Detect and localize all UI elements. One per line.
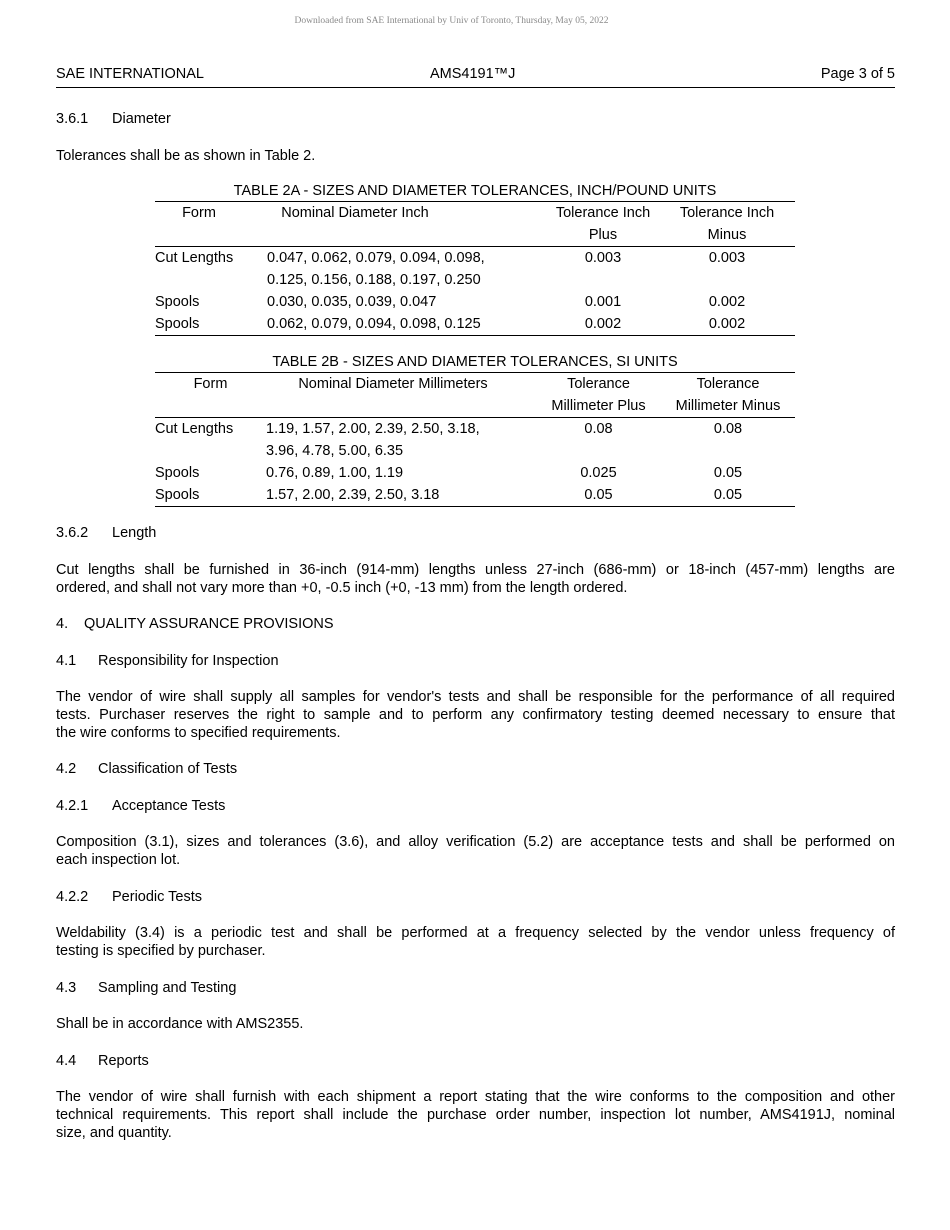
table-cell: 0.05 (713, 465, 743, 481)
table-cell: 0.002 (547, 313, 659, 336)
paragraph-line: the wire conforms to specified requirements. (56, 725, 341, 741)
section-number: 4.2.2 (56, 889, 89, 905)
section-heading-4-1 (56, 652, 279, 670)
table-header-row (155, 202, 795, 225)
header-organization: SAE INTERNATIONAL (56, 66, 204, 82)
section-number: 4.2.1 (56, 798, 89, 814)
section-title: Acceptance Tests (112, 798, 226, 814)
table-cell: 0.002 (659, 313, 795, 336)
paragraph-line: Composition (3.1), sizes and tolerances (3.6), and alloy verification (5.2) are acceptance tests and shall be performed on (56, 834, 895, 850)
header-cell (155, 224, 267, 247)
table-header-row (155, 373, 795, 396)
table-row (155, 418, 795, 441)
table-cell: Cut Lengths (155, 421, 234, 437)
section-title: Responsibility for Inspection (98, 653, 279, 669)
header-cell: Tolerance (536, 373, 661, 396)
header-cell: Plus (547, 224, 659, 247)
table-cell: 0.125, 0.156, 0.188, 0.197, 0.250 (267, 272, 481, 288)
table-cell: 0.003 (708, 250, 746, 266)
header-cell (266, 395, 536, 418)
section-heading-4-2-2 (56, 888, 202, 906)
table-cell: 0.08 (584, 421, 613, 437)
table-cell (536, 440, 661, 462)
section-number: 4. (56, 616, 69, 632)
section-number: 4.2 (56, 761, 77, 777)
header-cell: Minus (659, 224, 795, 247)
table-cell: 0.08 (713, 421, 743, 437)
header-cell: Millimeter Minus (661, 395, 795, 418)
table-cell: Spools (155, 484, 266, 507)
header-cell: Tolerance Inch (547, 202, 659, 225)
table-cell: 0.003 (584, 250, 622, 266)
paragraph-4-3 (56, 1015, 895, 1033)
table-cell: 3.96, 4.78, 5.00, 6.35 (266, 443, 404, 459)
paragraph-length (56, 561, 895, 597)
table-cell: Spools (155, 313, 267, 336)
table-cell: 0.76, 0.89, 1.00, 1.19 (266, 465, 404, 481)
paragraph-line: technical requirements. This report shall include the purchase order number, inspection lot number, AMS4191J, nominal (56, 1107, 895, 1123)
table-row (155, 291, 795, 313)
section-heading-3-6-1 (56, 110, 171, 128)
paragraph-4-1 (56, 688, 895, 742)
header-cell: Tolerance Inch (659, 202, 795, 225)
paragraph-line: Tolerances shall be as shown in Table 2. (56, 148, 316, 164)
table-cell: 0.002 (708, 294, 746, 310)
table-cell: 0.05 (661, 484, 795, 507)
paragraph-line: each inspection lot. (56, 852, 181, 868)
table-cell: Spools (155, 294, 200, 310)
header-cell: Nominal Diameter Inch (267, 202, 547, 225)
header-document-number: AMS4191™J (430, 66, 516, 82)
header-cell: Form (155, 202, 267, 225)
section-title: Diameter (112, 111, 171, 127)
table-row (155, 462, 795, 484)
table-cell (547, 269, 659, 291)
section-title: Reports (98, 1053, 149, 1069)
section-title: Classification of Tests (98, 761, 238, 777)
table-cell (659, 269, 795, 291)
paragraph-4-2-2 (56, 924, 895, 960)
section-number: 4.4 (56, 1053, 77, 1069)
table-row (155, 484, 795, 507)
table-cell: 0.05 (536, 484, 661, 507)
header-cell: Nominal Diameter Millimeters (266, 373, 536, 396)
header-cell: Form (155, 373, 266, 396)
paragraph-line: ordered, and shall not vary more than +0, -0.5 inch (+0, -13 mm) from the length ordered. (56, 580, 628, 596)
section-title: Sampling and Testing (98, 980, 237, 996)
header-cell: Millimeter Plus (536, 395, 661, 418)
paragraph-line: Weldability (3.4) is a periodic test and shall be performed at a frequency selected by the vendor unless frequency of (56, 925, 895, 941)
section-number: 4.1 (56, 653, 77, 669)
paragraph-line: tests. Purchaser reserves the right to sample and to perform any confirmatory testing deemed necessary to ensure that (56, 707, 895, 723)
table-header-row (155, 224, 795, 247)
section-title: Length (112, 525, 157, 541)
paragraph-4-2-1 (56, 833, 895, 869)
section-heading-4-4 (56, 1052, 149, 1070)
table-row (155, 313, 795, 336)
section-heading-3-6-2 (56, 524, 156, 542)
table-cell: 0.030, 0.035, 0.039, 0.047 (267, 294, 437, 310)
table-row (155, 440, 795, 462)
table-2a-inch-units (155, 182, 795, 336)
section-number: 4.3 (56, 980, 77, 996)
section-heading-4-2-1 (56, 797, 225, 815)
paragraph-line: The vendor of wire shall furnish with each shipment a report stating that the wire conforms to the composition and other (56, 1089, 895, 1105)
paragraph-tolerances (56, 147, 895, 165)
header-page-number: Page 3 of 5 (820, 66, 895, 82)
section-heading-4-2 (56, 760, 237, 778)
table-2a-title: TABLE 2A - SIZES AND DIAMETER TOLERANCES, INCH/POUND UNITS (233, 183, 717, 199)
header-cell (267, 224, 547, 247)
paragraph-line: size, and quantity. (56, 1125, 172, 1141)
section-heading-4-3 (56, 979, 236, 997)
table-cell: Spools (155, 465, 200, 481)
page-header (56, 66, 895, 88)
section-title: Periodic Tests (112, 889, 202, 905)
download-watermark: Downloaded from SAE International by Univ of Toronto, Thursday, May 05, 2022 (294, 16, 609, 26)
table-cell: Cut Lengths (155, 250, 234, 266)
table-cell (155, 440, 266, 462)
table-row (155, 247, 795, 270)
header-cell (155, 395, 266, 418)
paragraph-4-4 (56, 1088, 895, 1142)
table-cell: 0.047, 0.062, 0.079, 0.094, 0.098, (267, 250, 485, 266)
table-2b-title: TABLE 2B - SIZES AND DIAMETER TOLERANCES, SI UNITS (272, 354, 678, 370)
header-cell: Tolerance (661, 373, 795, 396)
table-cell: 0.062, 0.079, 0.094, 0.098, 0.125 (267, 313, 547, 336)
table-cell: 1.19, 1.57, 2.00, 2.39, 2.50, 3.18, (266, 421, 480, 437)
section-number: 3.6.2 (56, 525, 89, 541)
table-cell: 0.025 (580, 465, 617, 481)
paragraph-line: Cut lengths shall be furnished in 36-inch (914-mm) lengths unless 27-inch (686-mm) or 18-inch (457-mm) lengths are (56, 562, 895, 578)
table-cell (661, 440, 795, 462)
table-cell (155, 269, 267, 291)
section-title: QUALITY ASSURANCE PROVISIONS (84, 616, 334, 632)
table-row (155, 269, 795, 291)
table-2b-si-units (155, 353, 795, 507)
section-heading-4 (56, 615, 334, 633)
paragraph-line: The vendor of wire shall supply all samples for vendor's tests and shall be responsible for the performance of all required (56, 689, 895, 705)
paragraph-line: testing is specified by purchaser. (56, 943, 266, 959)
table-cell: 1.57, 2.00, 2.39, 2.50, 3.18 (266, 484, 536, 507)
paragraph-line: Shall be in accordance with AMS2355. (56, 1016, 304, 1032)
table-header-row (155, 395, 795, 418)
section-number: 3.6.1 (56, 111, 89, 127)
table-cell: 0.001 (584, 294, 622, 310)
